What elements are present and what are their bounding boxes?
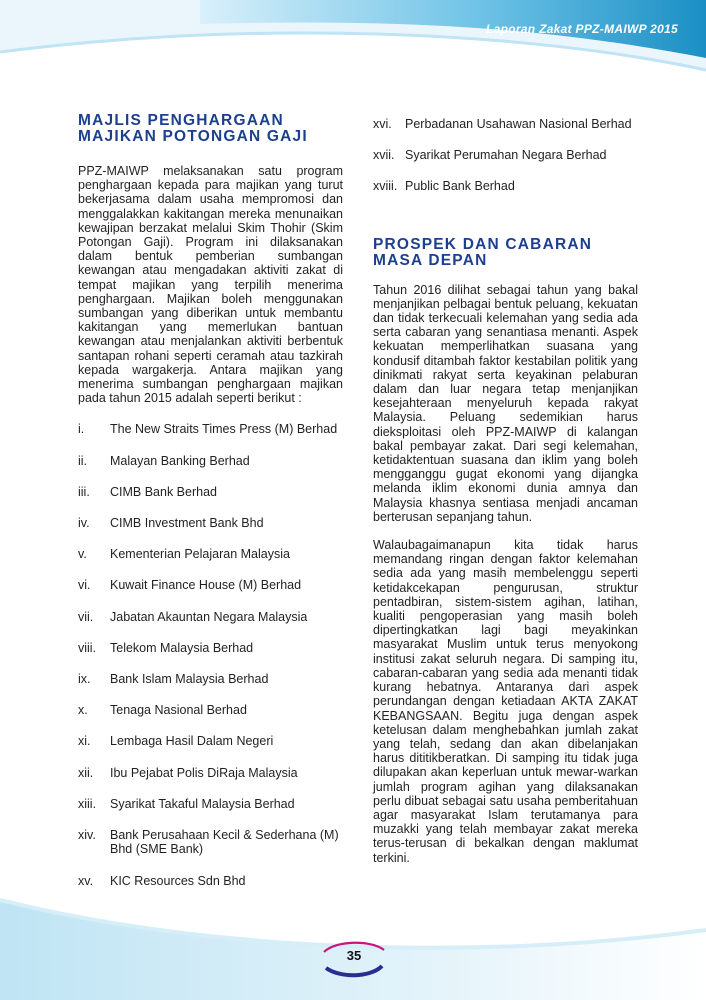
list-item — [78, 578, 343, 592]
list-item-text: Syarikat Takaful Malaysia Berhad — [110, 796, 295, 811]
list-item — [78, 734, 343, 748]
section-heading-prospek — [373, 237, 638, 269]
list-item — [373, 117, 638, 131]
header-swoosh-decoration — [0, 0, 706, 95]
list-item-number: x. — [78, 703, 88, 718]
employer-list-right — [373, 117, 638, 194]
list-item — [78, 547, 343, 561]
list-item-text: Malayan Banking Berhad — [110, 453, 250, 468]
report-header-title: Laporan Zakat PPZ-MAIWP 2015 — [486, 22, 678, 36]
list-item-number: v. — [78, 547, 87, 562]
list-item-number: iii. — [78, 484, 90, 499]
prospek-paragraph-1: Tahun 2016 dilihat sebagai tahun yang bakal menjanjikan pelbagai bentuk peluang, kekuatan dan tidak terkecuali kelemahan yang sedia ada serta cabaran yang senantiasa menanti. Aspek kekuatan memperlihatkan suasana yang kondusif ditambah faktor kestabilan politik yang dinikmati rakyat serta keyakinan pelaburan dalam dan luar negara tetap menjanjikan kesejahteraan menyeluruh kepada rakyat Malaysia. Peluang sedemikian harus dieksploitasi oleh PPZ-MAIWP di kalangan bakal pembayar zakat. Dari segi kelemahan, ketidaktentuan suasana dan iklim yang boleh mengganggu gugat ekonomi yang dijangka melanda iklim ekonomi dunia amnya dan Malaysia khasnya sentiasa menjadi ancaman berterusan sepanjang tahun. — [373, 282, 638, 524]
list-item-text: Bank Perusahaan Kecil & Sederhana (M) Bhd (SME Bank) — [110, 828, 339, 857]
list-item-text: Tenaga Nasional Berhad — [110, 703, 247, 718]
list-item — [78, 703, 343, 717]
list-item-number: xv. — [78, 873, 94, 888]
list-item-number: viii. — [78, 640, 97, 655]
list-item-number: xiii. — [78, 796, 97, 811]
list-item-number: xviii. — [373, 179, 398, 194]
list-item-number: vii. — [78, 609, 94, 624]
list-item-text: Ibu Pejabat Polis DiRaja Malaysia — [110, 765, 298, 780]
list-item — [78, 797, 343, 811]
list-item-text: Perbadanan Usahawan Nasional Berhad — [405, 117, 632, 131]
list-item — [78, 422, 343, 436]
list-item-number: vi. — [78, 578, 91, 593]
list-item — [78, 641, 343, 655]
list-item-number: xi. — [78, 734, 91, 749]
list-item-text: Kementerian Pelajaran Malaysia — [110, 547, 290, 562]
list-item-text: CIMB Investment Bank Bhd — [110, 516, 264, 531]
prospek-paragraph-2: Walaubagaimanapun kita tidak harus memandang ringan dengan faktor kelemahan sedia ada yang masih membelenggu seperti ketidakcekapan pengurusan, struktur pentadbiran, sistem-sistem agihan, latihan, kualiti pengoperasian yang masih boleh dipertingkatkan lagi bagi meyakinkan masyarakat Muslim untuk terus menyokong institusi zakat seluruh negara. Di samping itu, cabaran-cabaran yang sedia ada menanti tidak kurang hebatnya. Antaranya dari aspek perundangan dengan ketiadaan AKTA ZAKAT KEBANGSAAN. Begitu juga dengan aspek ketelusan dalam menghebahkan jumlah zakat yang telah, sedang dan akan dibelanjakan harus dititikberatkan. Di samping itu tidak juga dilupakan akan keperluan untuk mewar-warkan jumlah program agihan yang dilaksanakan perlu dibuat sebagai satu usaha pemberitahuan agar masyarakat Islam terutamanya para muzakki yang telah membayar zakat mereka terus-terusan di bekalkan dengan maklumat terkini. — [373, 538, 638, 865]
list-item-number: i. — [78, 422, 85, 437]
list-item — [78, 454, 343, 468]
right-column — [373, 113, 638, 865]
list-item-text: Syarikat Perumahan Negara Berhad — [405, 148, 607, 163]
list-item-number: iv. — [78, 516, 90, 531]
list-item-text: CIMB Bank Berhad — [110, 484, 217, 499]
heading-line: MASA DEPAN — [373, 251, 488, 269]
list-item — [78, 874, 343, 888]
list-item-text: KIC Resources Sdn Bhd — [110, 873, 246, 888]
list-item-number: xiv. — [78, 828, 96, 843]
heading-line: MAJLIS PENGHARGAAN — [78, 112, 284, 129]
page-number: 35 — [346, 948, 362, 963]
employer-list-left — [78, 422, 343, 887]
list-item — [78, 485, 343, 499]
list-item-number: xvi. — [373, 117, 392, 131]
heading-line: MAJIKAN POTONGAN GAJI — [78, 128, 308, 145]
list-item — [78, 828, 343, 856]
page-number-marker — [316, 938, 392, 978]
list-item-text: The New Straits Times Press (M) Berhad — [110, 422, 338, 437]
list-item-text: Jabatan Akauntan Negara Malaysia — [110, 609, 308, 624]
list-item-number: xii. — [78, 765, 94, 780]
list-item — [373, 179, 638, 193]
list-item-number: xvii. — [373, 148, 395, 163]
list-item — [78, 672, 343, 686]
left-column — [78, 113, 343, 888]
list-item-number: ii. — [78, 453, 88, 468]
list-item — [78, 516, 343, 530]
list-item-text: Telekom Malaysia Berhad — [110, 640, 254, 655]
section-heading-majlis — [78, 113, 343, 145]
list-item-text: Kuwait Finance House (M) Berhad — [110, 578, 302, 593]
list-item-text: Bank Islam Malaysia Berhad — [110, 672, 269, 687]
list-item — [373, 148, 638, 162]
list-item-text: Lembaga Hasil Dalam Negeri — [110, 734, 274, 749]
list-item — [78, 610, 343, 624]
heading-line: PROSPEK DAN CABARAN — [373, 235, 593, 253]
majlis-paragraph: PPZ-MAIWP melaksanakan satu program penghargaan kepada para majikan yang turut bekerjasama dalam usaha mempromosi dan menggalakkan kakitangan mereka menunaikan kewajipan berzakat melalui Skim Thohir (Skim Potongan Gaji). Program ini dilaksanakan dalam bentuk pemberian sumbangan kewangan atau mengadakan aktiviti zakat di tempat majikan yang terpilih menerima penghargaan. Majikan boleh menggunakan sumbangan yang diberikan untuk membantu kakitangan yang memerlukan bantuan kewangan atau menjalankan aktiviti berbentuk santapan rohani seperti ceramah atau tazkirah kepada wargakerja. Antara majikan yang menerima sumbangan penghargaan majikan pada tahun 2015 adalah seperti berikut : — [78, 164, 343, 406]
list-item — [78, 766, 343, 780]
list-item-text: Public Bank Berhad — [405, 179, 515, 194]
list-item-number: ix. — [78, 672, 91, 687]
